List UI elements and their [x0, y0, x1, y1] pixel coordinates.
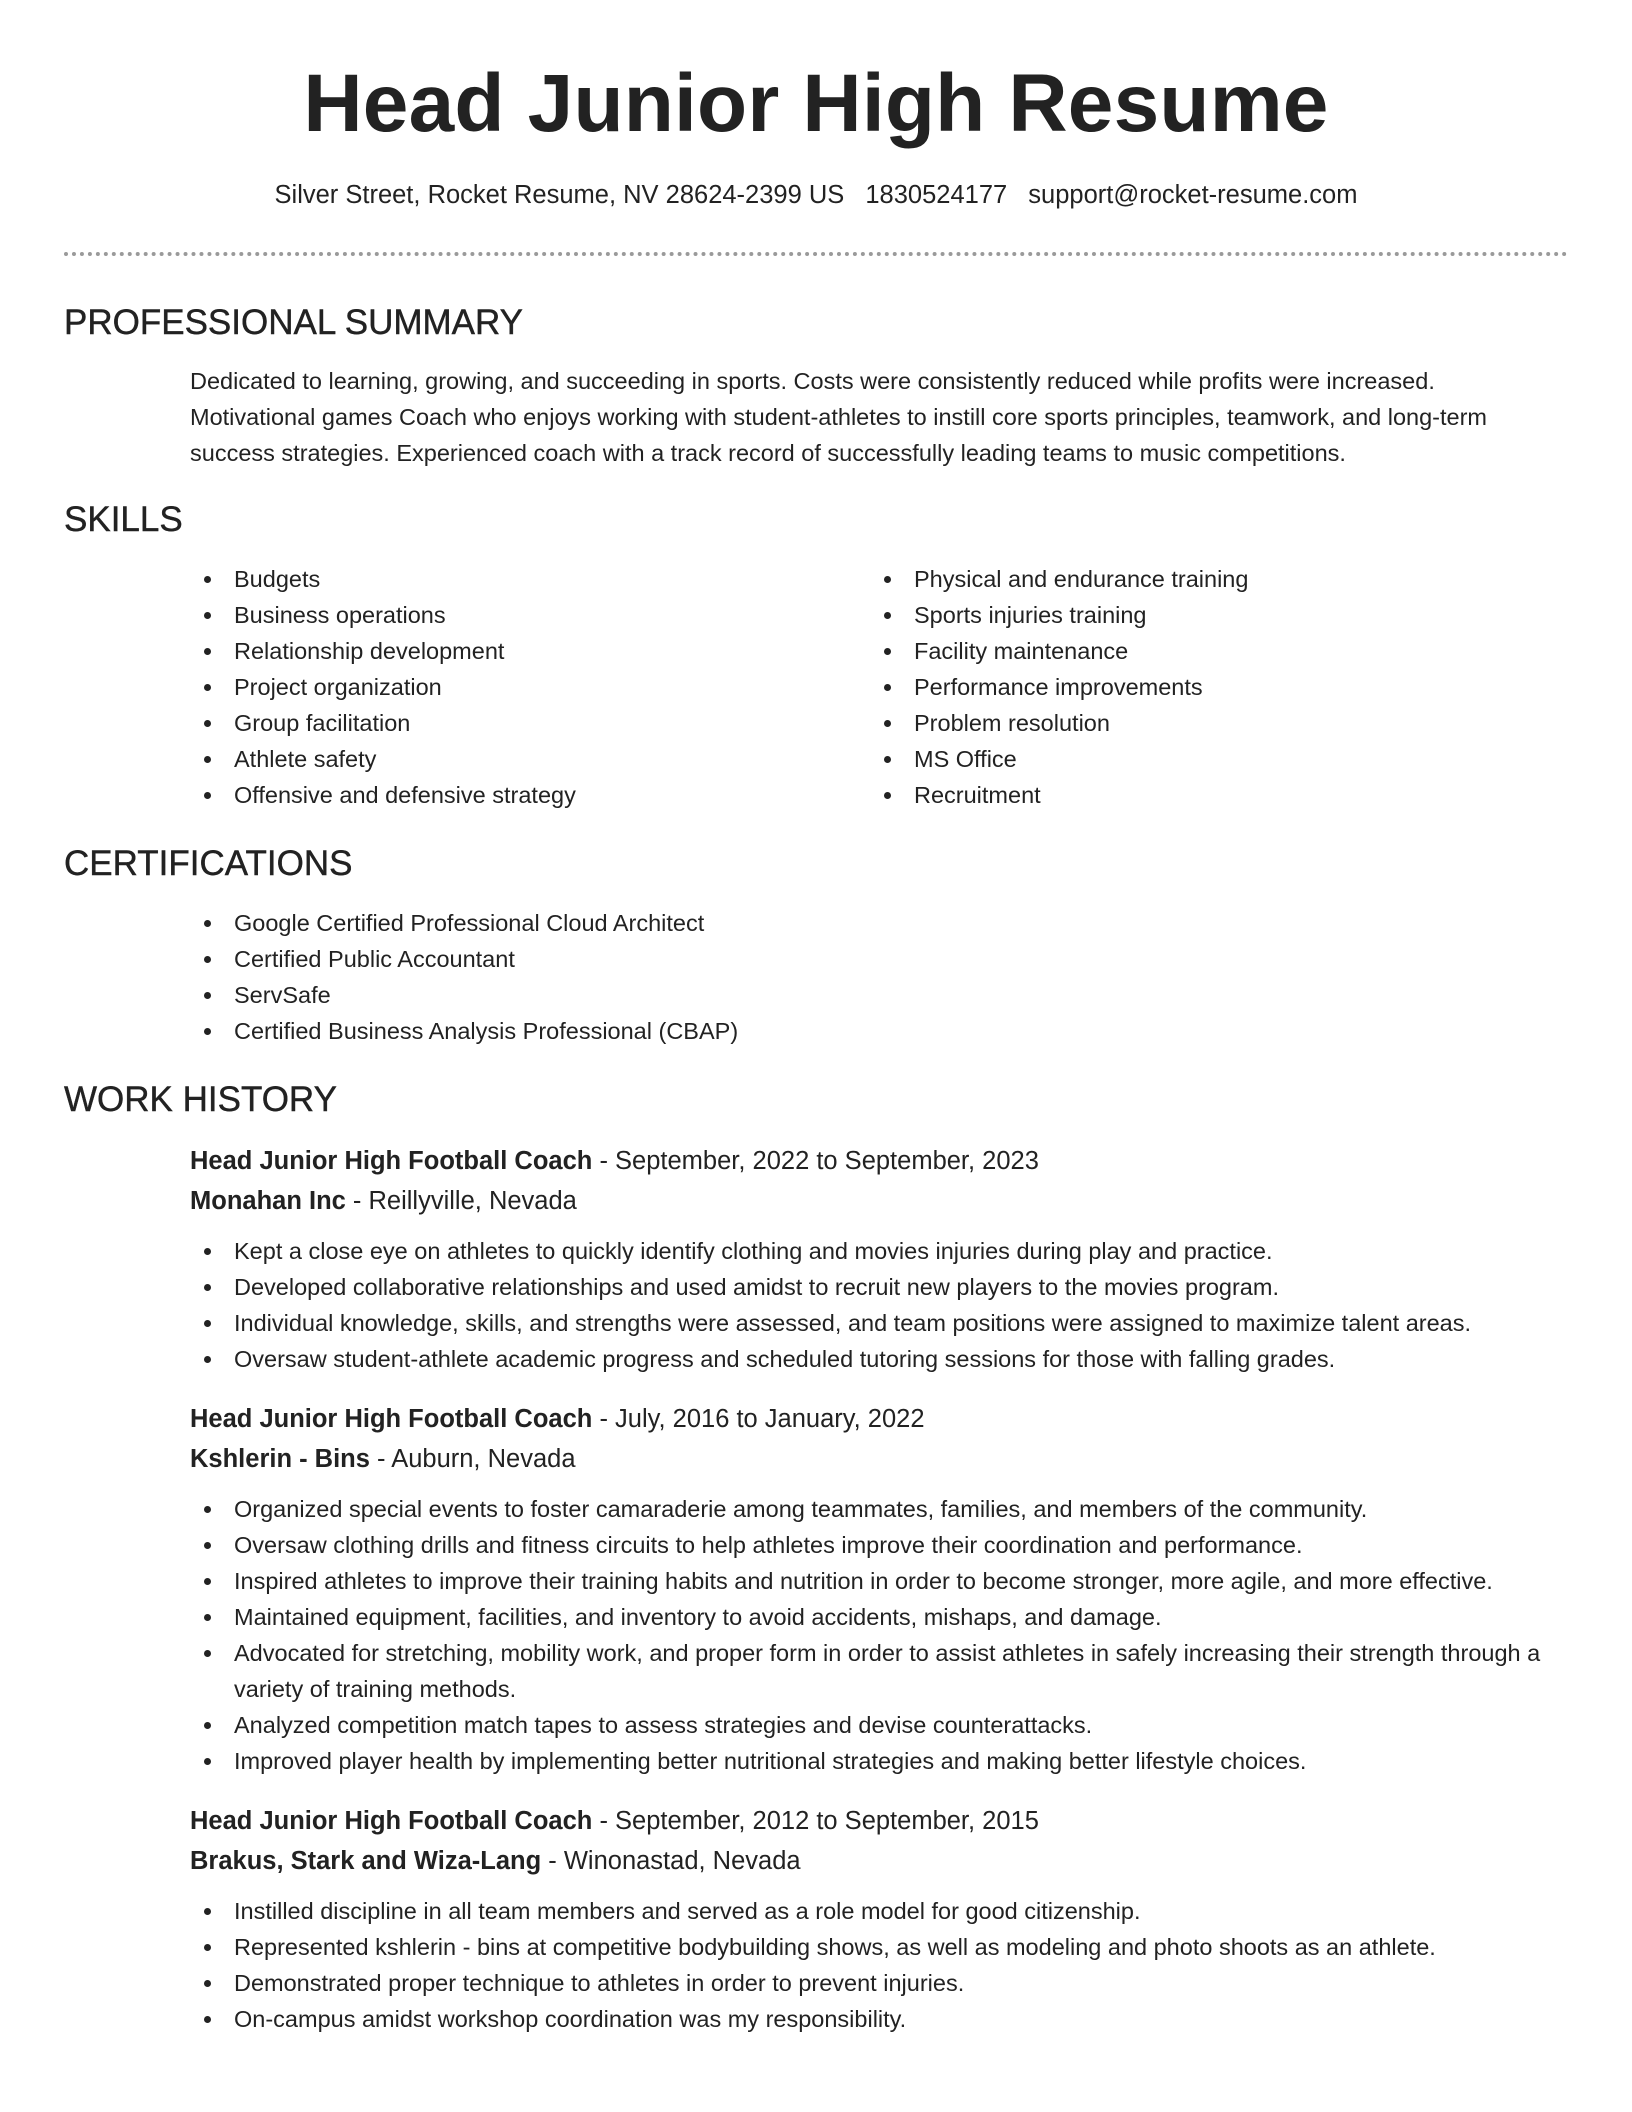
skill-item: Recruitment: [870, 777, 1550, 813]
job-bullet: Inspired athletes to improve their training habits and nutrition in order to become stronger, more agile, and more effective.: [190, 1563, 1552, 1599]
job-title-line: [190, 1141, 1552, 1181]
job-entry: [190, 1801, 1552, 2037]
summary-section: [64, 302, 1568, 471]
skill-item: Relationship development: [190, 633, 870, 669]
job-bullet: Oversaw clothing drills and fitness circuits to help athletes improve their coordination and performance.: [190, 1527, 1552, 1563]
job-location: - Winonastad, Nevada: [541, 1847, 801, 1875]
job-bullet: Organized special events to foster camaraderie among teammates, families, and members of the community.: [190, 1491, 1552, 1527]
skills-list-left: [190, 561, 870, 813]
job-location: - Reillyville, Nevada: [345, 1187, 577, 1215]
job-bullet: Instilled discipline in all team members and served as a role model for good citizenship.: [190, 1893, 1552, 1929]
job-entry: [190, 1141, 1552, 1377]
certifications-section: [64, 843, 1568, 1049]
job-entry: [190, 1399, 1552, 1779]
job-bullet: Oversaw student-athlete academic progress and scheduled tutoring sessions for those with falling grades.: [190, 1341, 1552, 1377]
certification-item: ServSafe: [190, 977, 1552, 1013]
job-bullet: Improved player health by implementing better nutritional strategies and making better lifestyle choices.: [190, 1743, 1552, 1779]
resume-title: Head Junior High Resume: [303, 58, 1329, 149]
job-company: Monahan Inc: [190, 1187, 346, 1215]
job-company: Kshlerin - Bins: [190, 1445, 370, 1473]
skill-item: MS Office: [870, 741, 1550, 777]
skill-item: Business operations: [190, 597, 870, 633]
certifications-list: [190, 905, 1552, 1049]
job-title: Head Junior High Football Coach: [190, 1405, 593, 1433]
job-bullet: Individual knowledge, skills, and strengths were assessed, and team positions were assigned to maximize talent areas.: [190, 1305, 1552, 1341]
job-title-line: [190, 1801, 1552, 1841]
skills-list-right: [870, 561, 1550, 813]
job-location: - Auburn, Nevada: [369, 1445, 576, 1473]
contact-email: support@rocket-resume.com: [1028, 181, 1358, 209]
job-bullets: [190, 1233, 1552, 1377]
job-dates: - July, 2016 to January, 2022: [592, 1405, 925, 1433]
skill-item: Performance improvements: [870, 669, 1550, 705]
contact-line: [64, 178, 1568, 212]
skill-item: Facility maintenance: [870, 633, 1550, 669]
skill-item: Physical and endurance training: [870, 561, 1550, 597]
job-bullet: Developed collaborative relationships and used amidst to recruit new players to the movies program.: [190, 1269, 1552, 1305]
job-bullets: [190, 1491, 1552, 1779]
job-bullet: Advocated for stretching, mobility work, and proper form in order to assist athletes in safely increasing their strength through a variety of training methods.: [190, 1635, 1552, 1707]
skills-columns: [190, 561, 1552, 813]
skill-item: Problem resolution: [870, 705, 1550, 741]
work-history-heading: WORK HISTORY: [64, 1080, 337, 1119]
certification-item: Google Certified Professional Cloud Architect: [190, 905, 1552, 941]
skill-item: Sports injuries training: [870, 597, 1550, 633]
skill-item: Group facilitation: [190, 705, 870, 741]
job-dates: - September, 2012 to September, 2015: [592, 1807, 1039, 1835]
job-company-line: [190, 1841, 1552, 1881]
skills-section: [64, 499, 1568, 813]
skill-item: Budgets: [190, 561, 870, 597]
job-bullet: Maintained equipment, facilities, and inventory to avoid accidents, mishaps, and damage.: [190, 1599, 1552, 1635]
job-title-line: [190, 1399, 1552, 1439]
job-company-line: [190, 1439, 1552, 1479]
certification-item: Certified Public Accountant: [190, 941, 1552, 977]
summary-heading: PROFESSIONAL SUMMARY: [64, 303, 523, 342]
job-bullet: Kept a close eye on athletes to quickly identify clothing and movies injuries during play and practice.: [190, 1233, 1552, 1269]
job-dates: - September, 2022 to September, 2023: [592, 1147, 1039, 1175]
header-divider: [64, 252, 1568, 256]
skill-item: Athlete safety: [190, 741, 870, 777]
contact-phone: 1830524177: [865, 181, 1008, 209]
job-company: Brakus, Stark and Wiza-Lang: [190, 1847, 542, 1875]
job-title: Head Junior High Football Coach: [190, 1147, 593, 1175]
work-history-section: [64, 1079, 1568, 2037]
summary-text: Dedicated to learning, growing, and succeeding in sports. Costs were consistently reduced while profits were increased. Motivational games Coach who enjoys working with student-athletes to instill core sports principles, teamwork, and long-term success strategies. Experienced coach with a track record of successfully leading teams to music competitions.: [190, 368, 1488, 466]
skill-item: Offensive and defensive strategy: [190, 777, 870, 813]
skill-item: Project organization: [190, 669, 870, 705]
job-title: Head Junior High Football Coach: [190, 1807, 593, 1835]
certification-item: Certified Business Analysis Professional (CBAP): [190, 1013, 1552, 1049]
job-bullets: [190, 1893, 1552, 2037]
job-company-line: [190, 1181, 1552, 1221]
certifications-heading: CERTIFICATIONS: [64, 844, 353, 883]
contact-address: Silver Street, Rocket Resume, NV 28624-2399 US: [274, 181, 845, 209]
job-bullet: Analyzed competition match tapes to assess strategies and devise counterattacks.: [190, 1707, 1552, 1743]
job-bullet: Represented kshlerin - bins at competitive bodybuilding shows, as well as modeling and photo shoots as an athlete.: [190, 1929, 1552, 1965]
job-bullet: Demonstrated proper technique to athletes in order to prevent injuries.: [190, 1965, 1552, 2001]
skills-heading: SKILLS: [64, 500, 183, 539]
job-bullet: On-campus amidst workshop coordination was my responsibility.: [190, 2001, 1552, 2037]
